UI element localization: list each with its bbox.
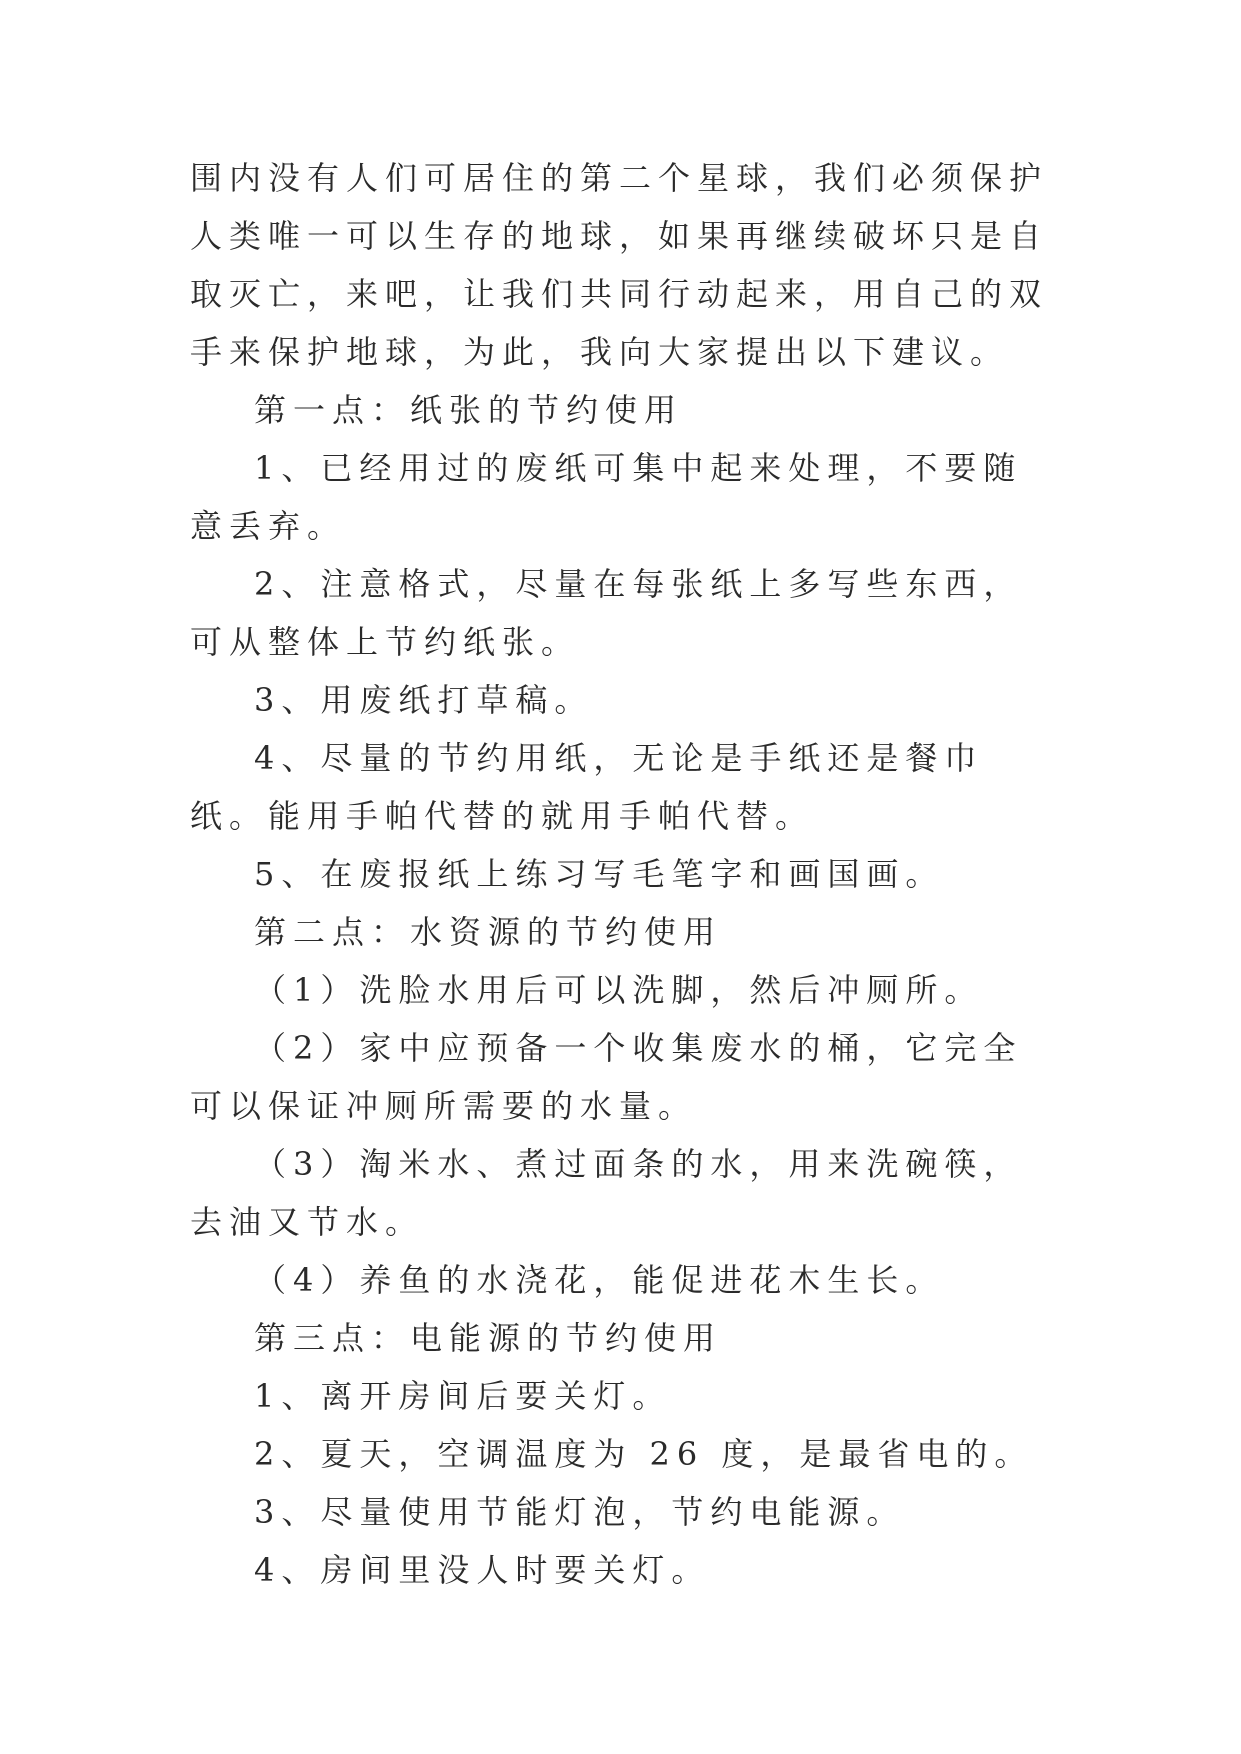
- paragraph-intro: 围内没有人们可居住的第二个星球，我们必须保护人类唯一可以生存的地球，如果再继续破坏只是自取灭亡，来吧，让我们共同行动起来，用自己的双手来保护地球，为此，我向大家提出以下建议。: [190, 159, 1049, 371]
- list-item: （1）洗脸水用后可以洗脚，然后冲厕所。: [254, 971, 984, 1009]
- list-item: 4、尽量的节约用纸，无论是手纸还是餐巾纸。能用手帕代替的就用手帕代替。: [190, 739, 984, 835]
- section-heading-water: 第二点：水资源的节约使用: [254, 913, 723, 951]
- list-item: 3、用废纸打草稿。: [254, 681, 594, 719]
- section-heading-paper: 第一点：纸张的节约使用: [254, 391, 684, 429]
- list-item: （2）家中应预备一个收集废水的桶，它完全可以保证冲厕所需要的水量。: [190, 1029, 1023, 1125]
- list-item: 2、注意格式，尽量在每张纸上多写些东西，可从整体上节约纸张。: [190, 565, 1023, 661]
- list-item: （3）淘米水、煮过面条的水，用来洗碗筷，去油又节水。: [190, 1145, 1023, 1241]
- document-body: [190, 149, 1060, 1599]
- list-item: （4）养鱼的水浇花，能促进花木生长。: [254, 1261, 945, 1299]
- list-item: 3、尽量使用节能灯泡，节约电能源。: [254, 1493, 906, 1531]
- section-heading-electricity: 第三点：电能源的节约使用: [254, 1319, 723, 1357]
- list-item: 1、离开房间后要关灯。: [254, 1377, 672, 1415]
- list-item: 2、夏天，空调温度为 26 度，是最省电的。: [254, 1435, 1034, 1473]
- list-item: 5、在废报纸上练习写毛笔字和画国画。: [254, 855, 945, 893]
- list-item: 1、已经用过的废纸可集中起来处理，不要随意丢弃。: [190, 449, 1023, 545]
- list-item: 4、房间里没人时要关灯。: [254, 1551, 711, 1589]
